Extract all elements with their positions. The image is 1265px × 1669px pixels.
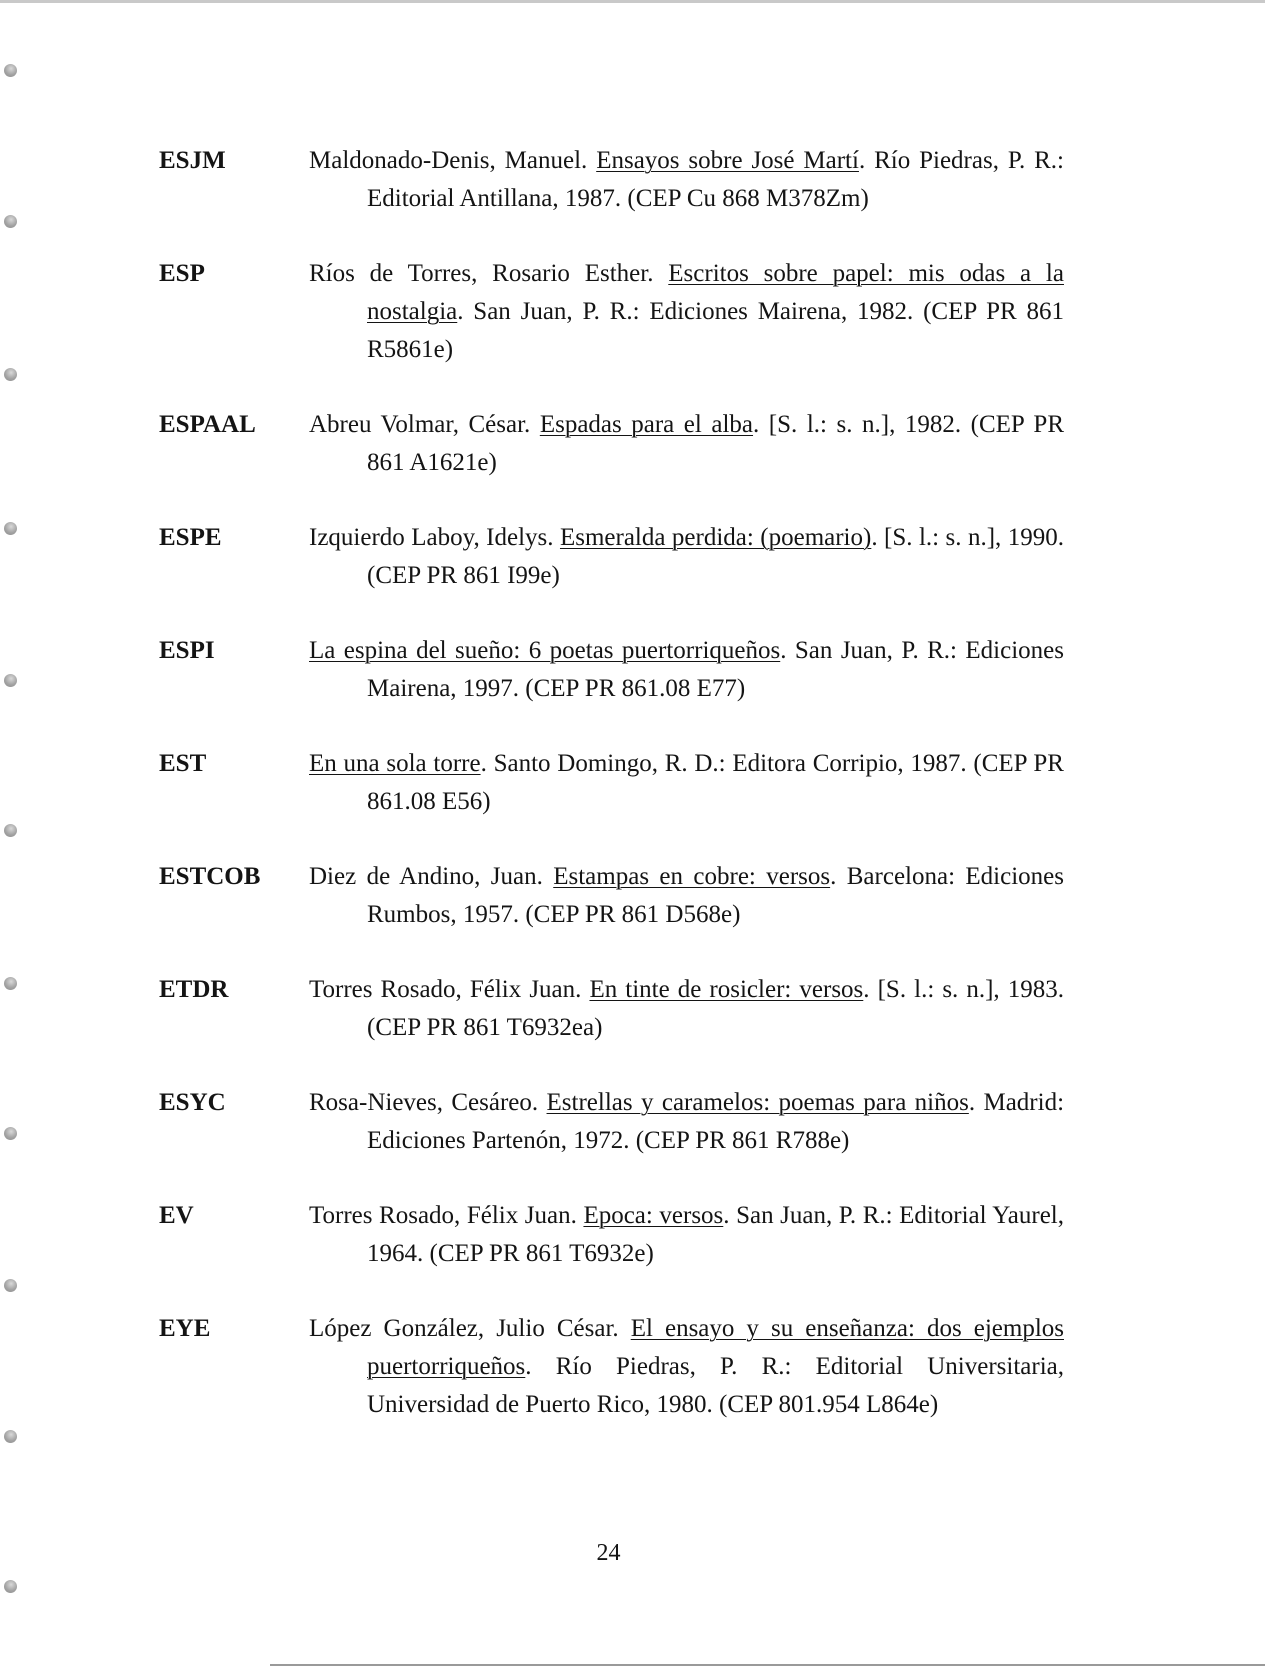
entry-author: Rosa-Nieves, Cesáreo. [309, 1089, 547, 1116]
punch-hole-icon [4, 1430, 17, 1443]
top-edge-rule [0, 0, 1265, 3]
entry-publication: . [S. l.: s. n.], 1983. (CEP PR 861 T6932ea) [367, 976, 1064, 1041]
entry-citation [309, 519, 1064, 595]
entry-title: Estrellas y caramelos: poemas para niños [546, 1089, 969, 1116]
entry-title: Ensayos sobre José Martí [596, 147, 859, 174]
entry-citation [309, 255, 1064, 369]
entry-citation [309, 971, 1064, 1047]
entry-title: Epoca: versos [583, 1202, 724, 1229]
entry-publication: . Barcelona: Ediciones Rumbos, 1957. (CEP PR 861 D568e) [367, 863, 1064, 928]
entry-title: Espadas para el alba [539, 411, 754, 438]
entry-citation [309, 1197, 1064, 1273]
entry-author: Torres Rosado, Félix Juan. [309, 976, 590, 1003]
entry-author: Izquierdo Laboy, Idelys. [309, 524, 560, 551]
entry-citation [309, 632, 1064, 708]
entry-citation [309, 1084, 1064, 1160]
entry-author: Abreu Volmar, César. [309, 411, 540, 438]
entry-publication: . San Juan, P. R.: Ediciones Mairena, 1997. (CEP PR 861.08 E77) [367, 637, 1064, 702]
entry-code: EV [159, 1202, 194, 1229]
punch-hole-icon [4, 368, 17, 381]
entry-code: ESP [159, 260, 205, 287]
punch-hole-icon [4, 64, 17, 77]
entry-author: Maldonado-Denis, Manuel. [309, 147, 597, 174]
entry-publication: . [S. l.: s. n.], 1982. (CEP PR 861 A1621e) [367, 411, 1064, 476]
entry-citation [309, 745, 1064, 821]
entry-citation [309, 142, 1064, 218]
entry-publication: . San Juan, P. R.: Editorial Yaurel, 1964. (CEP PR 861 T6932e) [367, 1202, 1064, 1267]
entry-title: La espina del sueño: 6 poetas puertorriqueños [309, 637, 781, 664]
punch-hole-icon [4, 977, 17, 990]
entry-title: Esmeralda perdida: (poemario) [559, 524, 872, 551]
entry-code: EYE [159, 1315, 211, 1342]
punch-hole-icon [4, 1127, 17, 1140]
entry-code: ESTCOB [159, 863, 261, 890]
entry-publication: . Río Piedras, P. R.: Editorial Universitaria, Universidad de Puerto Rico, 1980. (CEP 801.954 L864e) [367, 1353, 1064, 1418]
entry-publication: . Río Piedras, P. R.: Editorial Antillana, 1987. (CEP Cu 868 M378Zm) [367, 147, 1064, 212]
entry-code: ESYC [159, 1089, 226, 1116]
entry-author: Diez de Andino, Juan. [309, 863, 554, 890]
entry-publication: . Santo Domingo, R. D.: Editora Corripio, 1987. (CEP PR 861.08 E56) [367, 750, 1064, 815]
entry-code: ETDR [159, 976, 229, 1003]
entry-title: En tinte de rosicler: versos [589, 976, 864, 1003]
punch-hole-icon [4, 674, 17, 687]
entry-title: En una sola torre [309, 750, 481, 777]
entry-author: López González, Julio César. [309, 1315, 631, 1342]
punch-hole-icon [4, 824, 17, 837]
entry-code: ESPAAL [159, 411, 256, 438]
entry-citation [309, 1310, 1064, 1424]
punch-hole-icon [4, 522, 17, 535]
punch-hole-icon [4, 1580, 17, 1593]
entry-title: Escritos sobre papel: mis odas a la nostalgia [367, 260, 1064, 325]
punch-hole-icon [4, 1279, 17, 1292]
entry-citation [309, 406, 1064, 482]
punch-hole-icon [4, 215, 17, 228]
bottom-edge-rule [270, 1664, 1265, 1666]
entry-publication: . [S. l.: s. n.], 1990. (CEP PR 861 I99e) [367, 524, 1064, 589]
entry-code: ESPI [159, 637, 215, 664]
entry-title: Estampas en cobre: versos [553, 863, 831, 890]
entry-code: ESPE [159, 524, 222, 551]
entry-code: ESJM [159, 147, 226, 174]
entry-author: Torres Rosado, Félix Juan. [309, 1202, 584, 1229]
page-number: 24 [596, 1540, 621, 1566]
entry-author: Ríos de Torres, Rosario Esther. [309, 260, 669, 287]
entry-title: El ensayo y su enseñanza: dos ejemplos puertorriqueños [367, 1315, 1064, 1380]
entry-code: EST [159, 750, 207, 777]
entry-citation [309, 858, 1064, 934]
entry-publication: . San Juan, P. R.: Ediciones Mairena, 1982. (CEP PR 861 R5861e) [367, 298, 1064, 363]
entry-publication: . Madrid: Ediciones Partenón, 1972. (CEP PR 861 R788e) [367, 1089, 1065, 1154]
